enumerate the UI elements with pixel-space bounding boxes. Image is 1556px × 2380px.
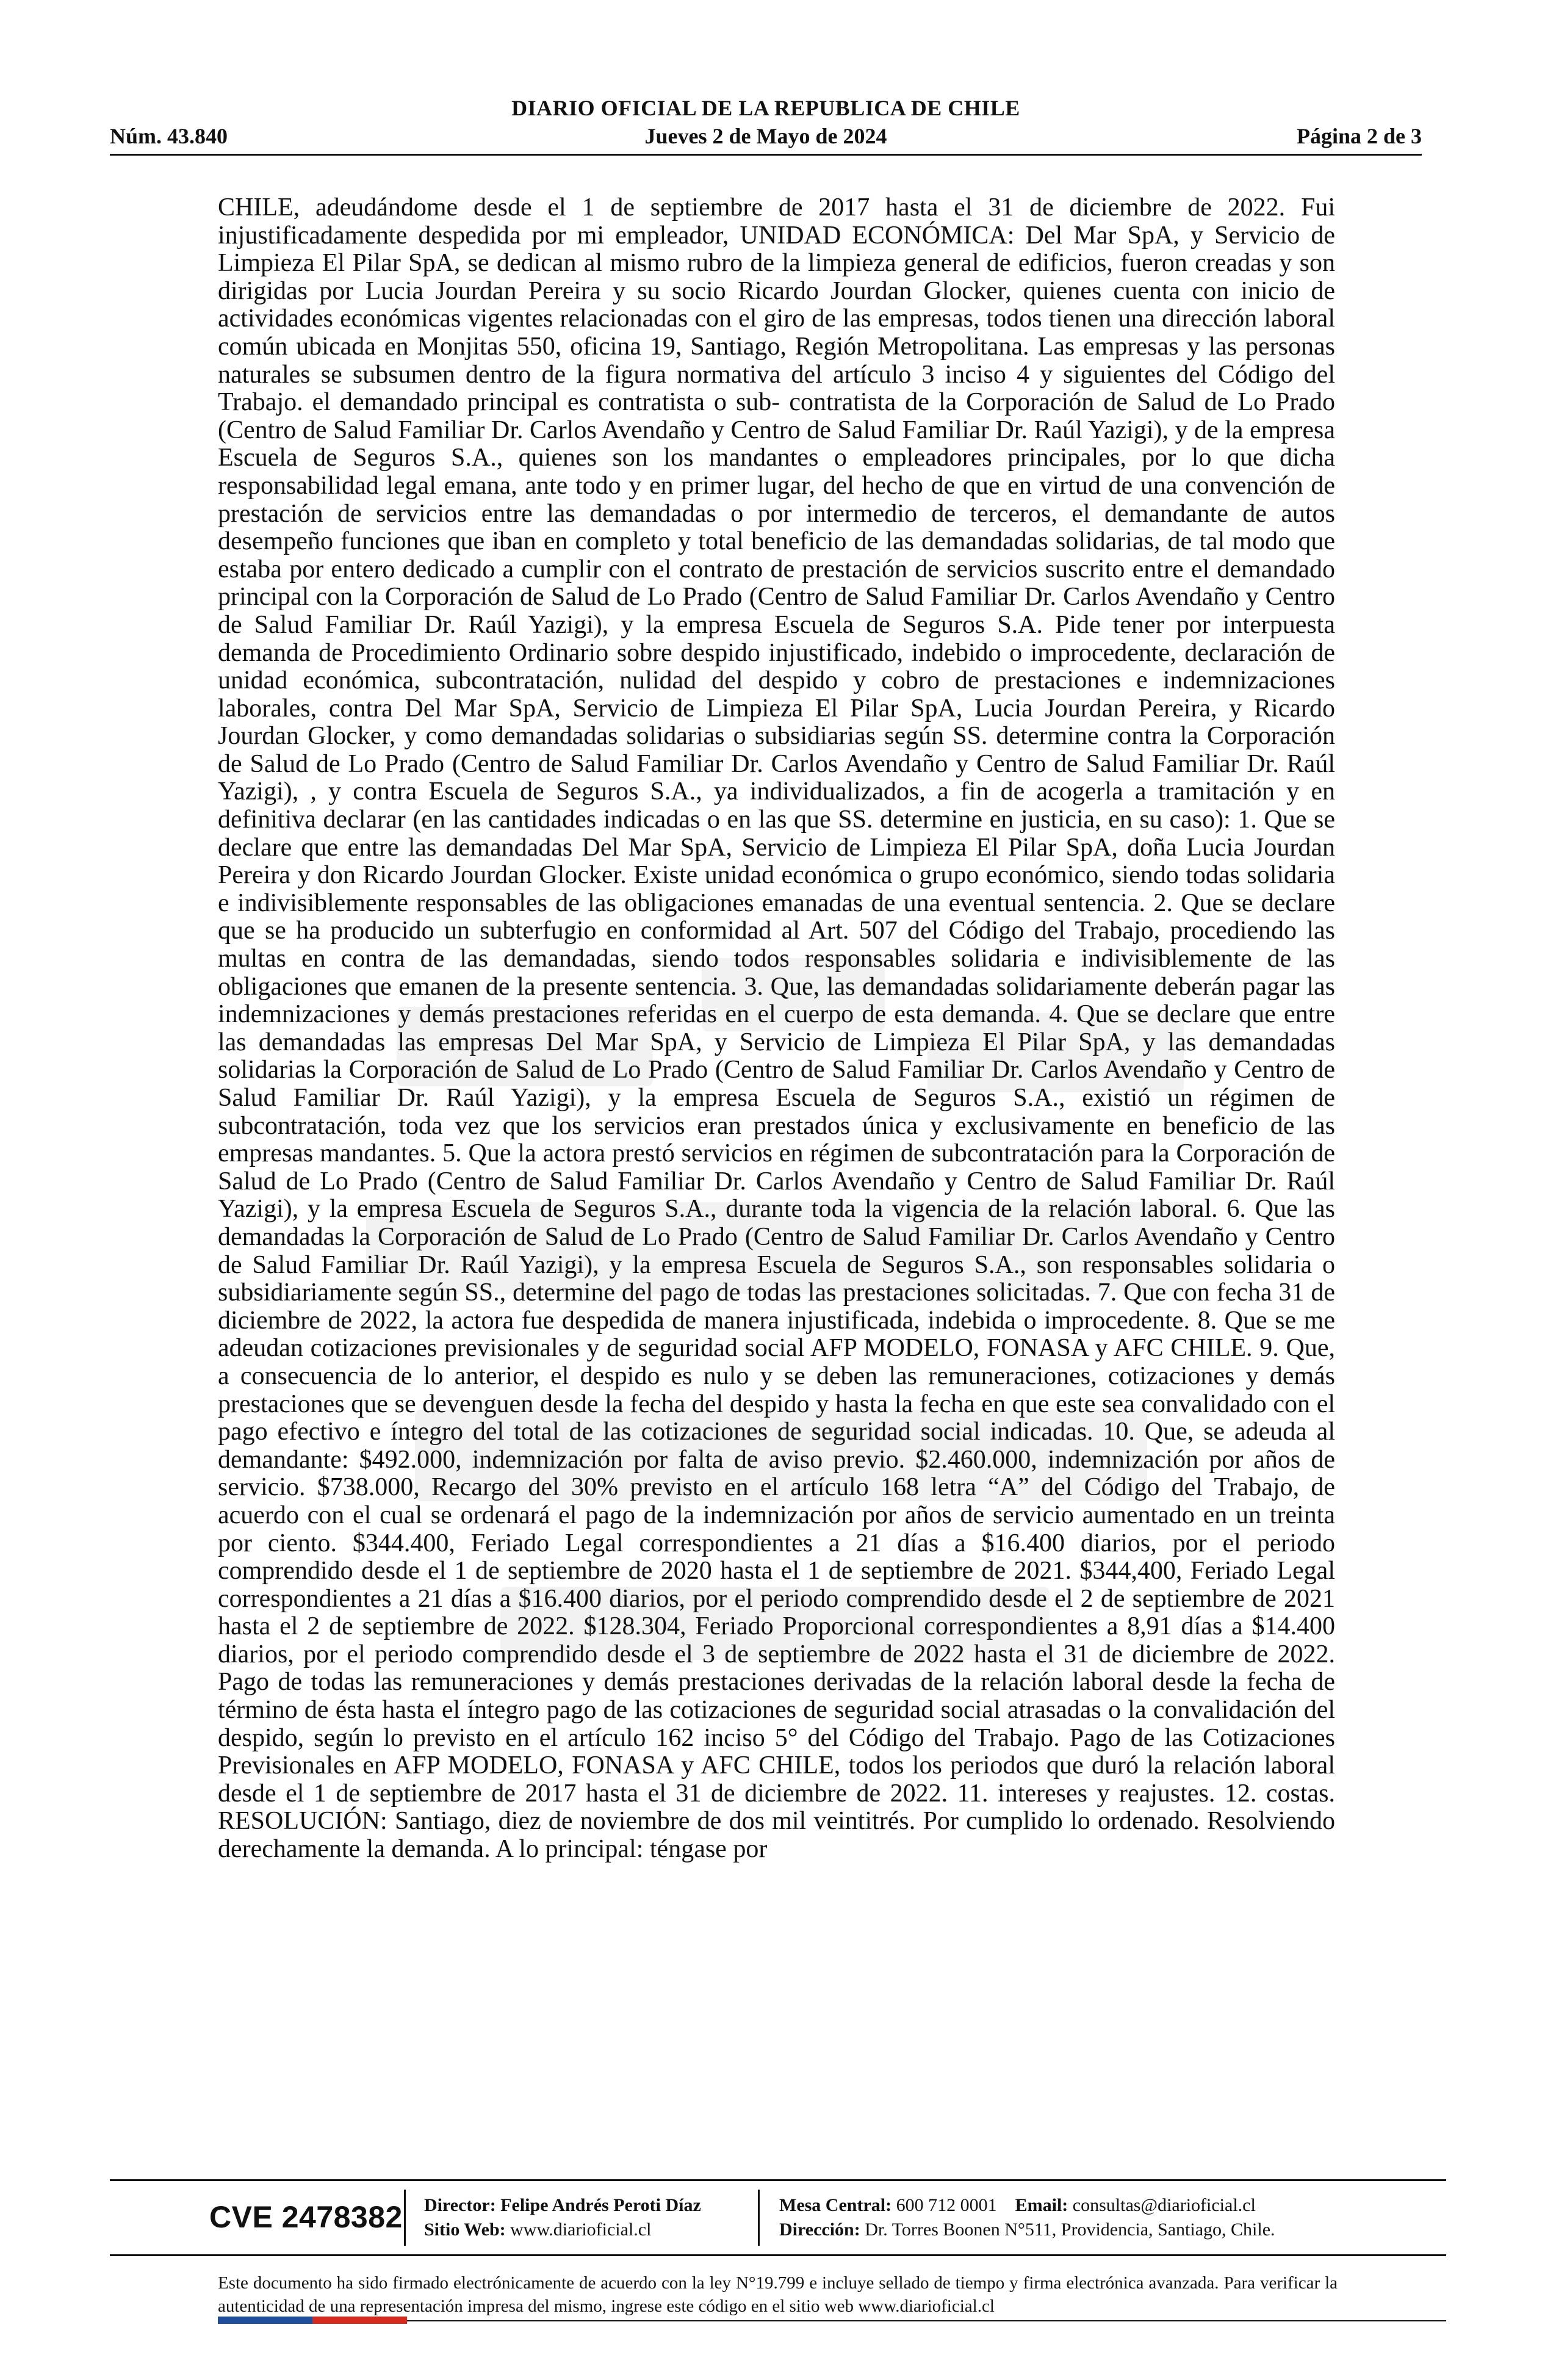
director-name: Felipe Andrés Peroti Díaz xyxy=(500,2195,701,2215)
cve-code: CVE 2478382 xyxy=(209,2200,403,2234)
chile-flag-bar xyxy=(218,2317,407,2324)
footer-divider xyxy=(758,2190,760,2246)
central-phone: 600 712 0001 xyxy=(896,2195,997,2215)
footer-divider xyxy=(404,2190,406,2246)
document-body-text: CHILE, adeudándome desde el 1 de septiembre de 2017 hasta el 31 de diciembre de 2022. Fui injustificadamente despedida por mi empleador, UNIDAD ECONÓMICA: Del Mar SpA, y Servicio de Limpieza El Pilar SpA, se dedican al mismo rubro de la limpieza general de edificios, fueron creadas y son dirigidas por Lucia Jourdan Pereira y su socio Ricardo Jourdan Glocker, quienes cuenta con inicio de actividades económicas vigentes relacionadas con el giro de las empresas, todos tienen una dirección laboral común ubicada en Monjitas 550, oficina 19, Santiago, Región Metropolitana. Las empresas y las personas naturales se subsumen dentro de la figura normativa del artículo 3 inciso 4 y siguientes del Código del Trabajo. el demandado principal es contratista o sub- contratista de la Corporación de Salud de Lo Prado (Centro de Salud Familiar Dr. Carlos Avendaño y Centro de Salud Familiar Dr. Raúl Yazigi), y de la empresa Escuela de Seguros S.A., quienes son los mandantes o empleadores principales, por lo que dicha responsabilidad legal emana, ante todo y en primer lugar, del hecho de que en virtud de una convención de prestación de servicios entre las demandadas o por intermedio de terceros, el demandante de autos desempeño funciones que iban en completo y total beneficio de las demandadas solidarias, de tal modo que estaba por entero dedicado a cumplir con el contrato de prestación de servicios suscrito entre el demandado principal con la Corporación de Salud de Lo Prado (Centro de Salud Familiar Dr. Carlos Avendaño y Centro de Salud Familiar Dr. Raúl Yazigi), y la empresa Escuela de Seguros S.A. Pide tener por interpuesta demanda de Procedimiento Ordinario sobre despido injustificado, indebido o improcedente, declaración de unidad económica, subcontratación, nulidad del despido y cobro de prestaciones e indemnizaciones laborales, contra Del Mar SpA, Servicio de Limpieza El Pilar SpA, Lucia Jourdan Pereira, y Ricardo Jourdan Glocker, y como demandadas solidarias o subsidiarias según SS. determine contra la Corporación de Salud de Lo Prado (Centro de Salud Familiar Dr. Carlos Avendaño y Centro de Salud Familiar Dr. Raúl Yazigi), , y contra Escuela de Seguros S.A., ya individualizados, a fin de acogerla a tramitación y en definitiva declarar (en las cantidades indicadas o en las que SS. determine en justicia, en su caso): 1. Que se declare que entre las demandadas Del Mar SpA, Servicio de Limpieza El Pilar SpA, doña Lucia Jourdan Pereira y don Ricardo Jourdan Glocker. Existe unidad económica o grupo económico, siendo todas solidaria e indivisiblemente responsables de las obligaciones emanadas de una eventual sentencia. 2. Que se declare que se ha producido un subterfugio en conformidad al Art. 507 del Código del Trabajo, procediendo las multas en contra de las demandadas, siendo todos responsables solidaria e indivisiblemente de las obligaciones que emanen de la presente sentencia. 3. Que, las demandadas solidariamente deberán pagar las indemnizaciones y demás prestaciones referidas en el cuerpo de esta demanda. 4. Que se declare que entre las demandadas las empresas Del Mar SpA, y Servicio de Limpieza El Pilar SpA, y las demandadas solidarias la Corporación de Salud de Lo Prado (Centro de Salud Familiar Dr. Carlos Avendaño y Centro de Salud Familiar Dr. Raúl Yazigi), y la empresa Escuela de Seguros S.A., existió un régimen de subcontratación, toda vez que los servicios eran prestados única y exclusivamente en beneficio de las empresas mandantes. 5. Que la actora prestó servicios en régimen de subcontratación para la Corporación de Salud de Lo Prado (Centro de Salud Familiar Dr. Carlos Avendaño y Centro de Salud Familiar Dr. Raúl Yazigi), y la empresa Escuela de Seguros S.A., durante toda la vigencia de la relación laboral. 6. Que las demandadas la Corporación de Salud de Lo Prado (Centro de Salud Familiar Dr. Carlos Avendaño y Centro de Salud Familiar Dr. Raúl Yazigi), y la empresa Escuela de Seguros S.A., son responsables solidaria o subsidiariamente según SS., determine del pago de todas las prestaciones solicitadas. 7. Que con fecha 31 de diciembre de 2022, la actora fue despedida de manera injustificada, indebida o improcedente. 8. Que se me adeudan cotizaciones previsionales y de seguridad social AFP MODELO, FONASA y AFC CHILE. 9. Que, a consecuencia de lo anterior, el despido es nulo y se deben las remuneraciones, cotizaciones y demás prestaciones que se devenguen desde la fecha del despido y hasta la fecha en que este sea convalidado con el pago efectivo e íntegro del total de las cotizaciones de seguridad social indicadas. 10. Que, se adeuda al demandante: $492.000, indemnización por falta de aviso previo. $2.460.000, indemnización por años de servicio. $738.000, Recargo del 30% previsto en el artículo 168 letra “A” del Código del Trabajo, de acuerdo con el cual se ordenará el pago de la indemnización por años de servicio aumentado en un treinta por ciento. $344.400, Feriado Legal correspondientes a 21 días a $16.400 diarios, por el periodo comprendido desde el 1 de septiembre de 2020 hasta el 1 de septiembre de 2021. $344,400, Feriado Legal correspondientes a 21 días a $16.400 diarios, por el periodo comprendido desde el 2 de septiembre de 2021 hasta el 2 de septiembre de 2022. $128.304, Feriado Proporcional correspondientes a 8,91 días a $14.400 diarios, por el periodo comprendido desde el 3 de septiembre de 2022 hasta el 31 de diciembre de 2022. Pago de todas las remuneraciones y demás prestaciones derivadas de la relación laboral desde la fecha de término de ésta hasta el íntegro pago de las cotizaciones de seguridad social atrasadas o la convalidación del despido, según lo previsto en el artículo 162 inciso 5° del Código del Trabajo. Pago de las Cotizaciones Previsionales en AFP MODELO, FONASA y AFC CHILE, todos los periodos que duró la relación laboral desde el 1 de septiembre de 2017 hasta el 31 de diciembre de 2022. 11. intereses y reajustes. 12. costas. RESOLUCIÓN: Santiago, diez de noviembre de dos mil veintitrés. Por cumplido lo ordenado. Resolviendo derechamente la demanda. A lo principal: téngase por xyxy=(218,193,1335,1864)
issue-date: Jueves 2 de Mayo de 2024 xyxy=(644,124,887,148)
address-text: Dr. Torres Boonen N°511, Providencia, Santiago, Chile. xyxy=(865,2220,1275,2240)
header-rule xyxy=(110,154,1422,156)
director-label: Director: xyxy=(424,2195,496,2215)
central-label: Mesa Central: xyxy=(779,2195,892,2215)
footer-director-column xyxy=(424,2193,701,2242)
email-label: Email: xyxy=(1015,2195,1068,2215)
page-indicator: Página 2 de 3 xyxy=(1296,124,1422,148)
website-label: Sitio Web: xyxy=(424,2220,506,2240)
footer-contact-column xyxy=(779,2193,1275,2242)
website-link[interactable]: www.diarioficial.cl xyxy=(510,2220,652,2240)
flag-blue-segment xyxy=(218,2317,312,2324)
publication-title: DIARIO OFICIAL DE LA REPUBLICA DE CHILE xyxy=(511,96,1020,120)
signature-disclaimer: Este documento ha sido firmado electrónicamente de acuerdo con la ley N°19.799 e incluye sellado de tiempo y firma electrónica avanzada. Para verificar la autenticidad de una representación impresa del mismo, ingrese este código en el sitio web www.diarioficial.cl xyxy=(218,2273,1338,2316)
footer-rule-middle xyxy=(110,2254,1446,2256)
footer-info xyxy=(110,2190,1446,2251)
page-header xyxy=(110,92,1422,153)
footer-rule-bottom xyxy=(407,2320,1446,2321)
footer-rule-top xyxy=(110,2179,1446,2181)
address-label: Dirección: xyxy=(779,2220,860,2240)
email-link[interactable]: consultas@diarioficial.cl xyxy=(1072,2195,1256,2215)
flag-red-segment xyxy=(312,2317,407,2324)
issue-number: Núm. 43.840 xyxy=(110,124,228,148)
